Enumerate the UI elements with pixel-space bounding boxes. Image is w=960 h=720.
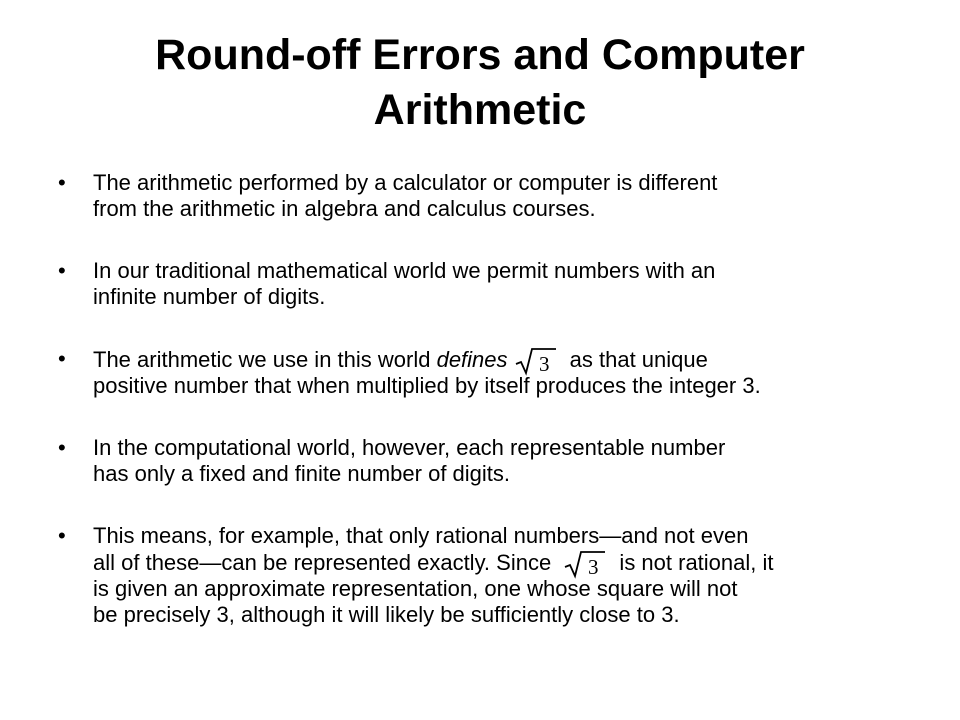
bullet-item-3: [58, 346, 918, 399]
title-line-1: Round-off Errors and Computer: [155, 31, 805, 79]
bullet-5-line-2: [93, 549, 918, 579]
bullet-marker: •: [58, 523, 66, 548]
bullet-4-line-2: has only a fixed and finite number of digits.: [93, 461, 511, 486]
bullet-5-line-1: This means, for example, that only rational numbers—and not even: [93, 523, 749, 548]
title-line-2: Arithmetic: [373, 86, 587, 134]
bullet-5-line-4: be precisely 3, although it will likely be sufficiently close to 3.: [93, 602, 680, 627]
bullet-5-text-b: is not rational, it: [613, 550, 774, 575]
bullet-3-text-a: The arithmetic we use in this world: [93, 347, 437, 372]
square-root-3-icon: [561, 549, 609, 579]
bullet-2-line-1: In our traditional mathematical world we permit numbers with an: [93, 258, 716, 283]
bullet-3-emphasis: defines: [436, 347, 508, 372]
bullet-marker: •: [58, 346, 66, 371]
bullet-1-line-1: The arithmetic performed by a calculator or computer is different: [93, 170, 718, 195]
bullet-marker: •: [58, 435, 66, 460]
bullet-text: [93, 435, 918, 487]
bullet-1-line-2: from the arithmetic in algebra and calculus courses.: [93, 196, 596, 221]
bullet-text: [93, 523, 918, 628]
bullet-text: [93, 258, 918, 310]
bullet-text: [93, 346, 918, 399]
svg-text:3: 3: [538, 352, 550, 376]
bullet-item-1: [58, 170, 918, 222]
bullet-3-line-1: [93, 346, 918, 376]
bullet-3-line-2: positive number that when multiplied by itself produces the integer 3.: [93, 373, 761, 398]
bullet-2-line-2: infinite number of digits.: [93, 284, 326, 309]
bullet-marker: •: [58, 170, 66, 195]
square-root-3-icon: [512, 346, 560, 376]
bullet-4-line-1: In the computational world, however, each representable number: [93, 435, 726, 460]
svg-text:3: 3: [588, 555, 599, 579]
bullet-5-text-a: all of these—can be represented exactly. Since: [93, 550, 558, 575]
bullet-marker: •: [58, 258, 66, 283]
slide-title: [48, 28, 912, 138]
bullet-5-line-3: is given an approximate representation, one whose square will not: [93, 576, 738, 601]
bullet-list: [58, 170, 918, 664]
bullet-item-5: [58, 523, 918, 628]
bullet-text: [93, 170, 918, 222]
bullet-3-text-b: as that unique: [563, 347, 708, 372]
bullet-item-2: [58, 258, 918, 310]
bullet-item-4: [58, 435, 918, 487]
